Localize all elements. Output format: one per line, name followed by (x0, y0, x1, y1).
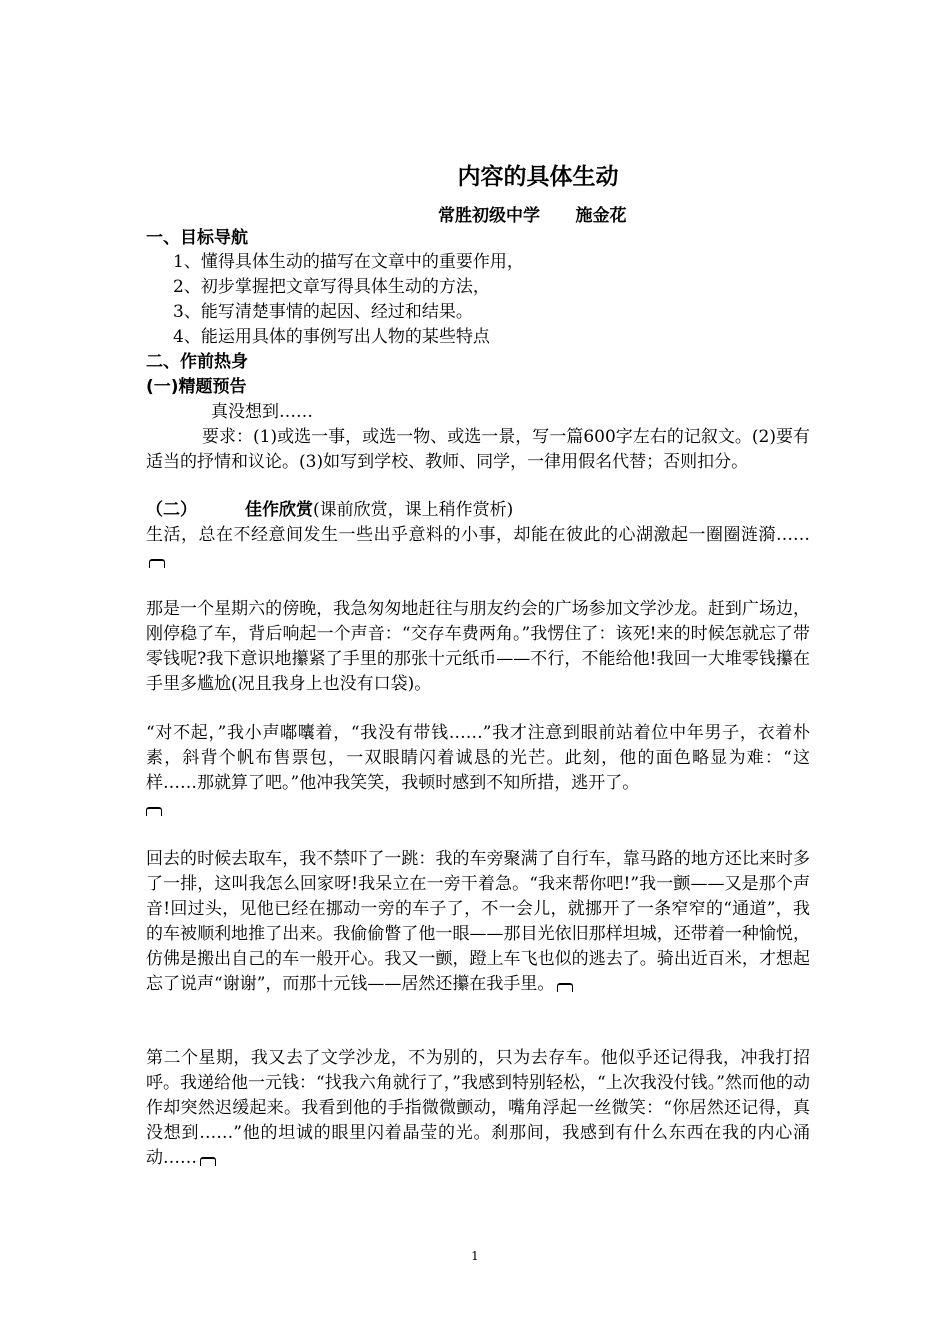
goal-item: 3、能写清楚事情的起因、经过和结果。 (173, 302, 473, 322)
goal-item: 4、能运用具体的事例写出人物的某些特点 (173, 327, 490, 347)
return-mark-icon (146, 807, 162, 816)
return-mark-icon (149, 559, 165, 568)
subsection-2-heading: 佳作欣赏 (245, 500, 313, 520)
subsection-2-label: （二） (146, 500, 197, 520)
essay-paragraph: “对不起，”我小声嘟囔着，“我没有带钱……”我才注意到眼前站着位中年男子，衣着朴素，斜背个帆布售票包，一双眼睛闪着诚恳的光芒。此刻，他的面色略显为难：“这样……那就算了吧。”他冲我笑笑，我顿时感到不知所措，逃开了。 (146, 721, 810, 821)
subsection-2-note: (课前欣赏，课上稍作赏析) (313, 500, 514, 520)
goal-item: 2、初步掌握把文章写得具体生动的方法， (173, 277, 490, 297)
goal-list (146, 250, 810, 350)
goal-item: 1、懂得具体生动的描写在文章中的重要作用， (173, 252, 524, 272)
prompt-title: 真没想到…… (211, 402, 313, 422)
return-mark-icon (200, 1157, 216, 1166)
section-2-heading: 二、作前热身 (146, 352, 248, 372)
page-number: 1 (471, 1249, 479, 1263)
essay-paragraph: 第二个星期，我又去了文学沙龙，不为别的，只为去存车。他似乎还记得我，冲我打招呼。我递给他一元钱：“找我六角就行了，”我感到特别轻松，“上次我没付钱。”然而他的动作却突然迟缓起来。我看到他的手指微微颤动，嘴角浮起一丝微笑：“你居然还记得，真没想到……”他的坦诚的眼里闪着晶莹的光。刹那间，我感到有什么东西在我的内心涌动…… (146, 1048, 810, 1168)
essay-paragraph: 生活，总在不经意间发生一些出乎意料的小事，却能在彼此的心湖激起一圈圈涟漪…… (146, 523, 810, 573)
subsection-1-heading: (一)精题预告 (146, 377, 247, 397)
essay-paragraph: 那是一个星期六的傍晚，我急匆匆地赶往与朋友约会的广场参加文学沙龙。赶到广场边，刚停稳了车，背后响起一个声音：“交存车费两角。”我愣住了：该死!来的时候怎就忘了带零钱呢?我下意识地攥紧了手里的那张十元纸币——不行，不能给他!我回一大堆零钱攥在手里多尴尬(况且我身上也没有口袋)。 (146, 599, 810, 694)
section-1-heading: 一、目标导航 (146, 228, 248, 248)
requirement-text: 要求：(1)或选一事，或选一物、或选一景，写一篇600字左右的记叙文。(2)要有适当的抒情和议论。(3)如写到学校、教师、同学，一律用假名代替；否则扣分。 (146, 427, 810, 472)
author-byline: 常胜初级中学 施金花 (438, 206, 627, 226)
return-mark-icon (557, 983, 573, 992)
essay-paragraph: 回去的时候去取车，我不禁吓了一跳：我的车旁聚满了自行车，靠马路的地方还比来时多了一排，这叫我怎么回家呀!我呆立在一旁干着急。“我来帮你吧!”我一颤——又是那个声音!回过头，见他已经在挪动一旁的车子了，不一会儿，就挪开了一条窄窄的“通道”，我的车被顺利地推了出来。我偷偷瞥了他一眼——那目光依旧那样坦城，还带着一种愉悦，仿佛是搬出自己的车一般开心。我又一颤，蹬上车飞也似的逃去了。骑出近百米，才想起忘了说声“谢谢”，而那十元钱——居然还攥在我手里。 (146, 849, 810, 994)
page-title: 内容的具体生动 (457, 164, 619, 190)
subsection-2-heading-line (146, 498, 810, 523)
